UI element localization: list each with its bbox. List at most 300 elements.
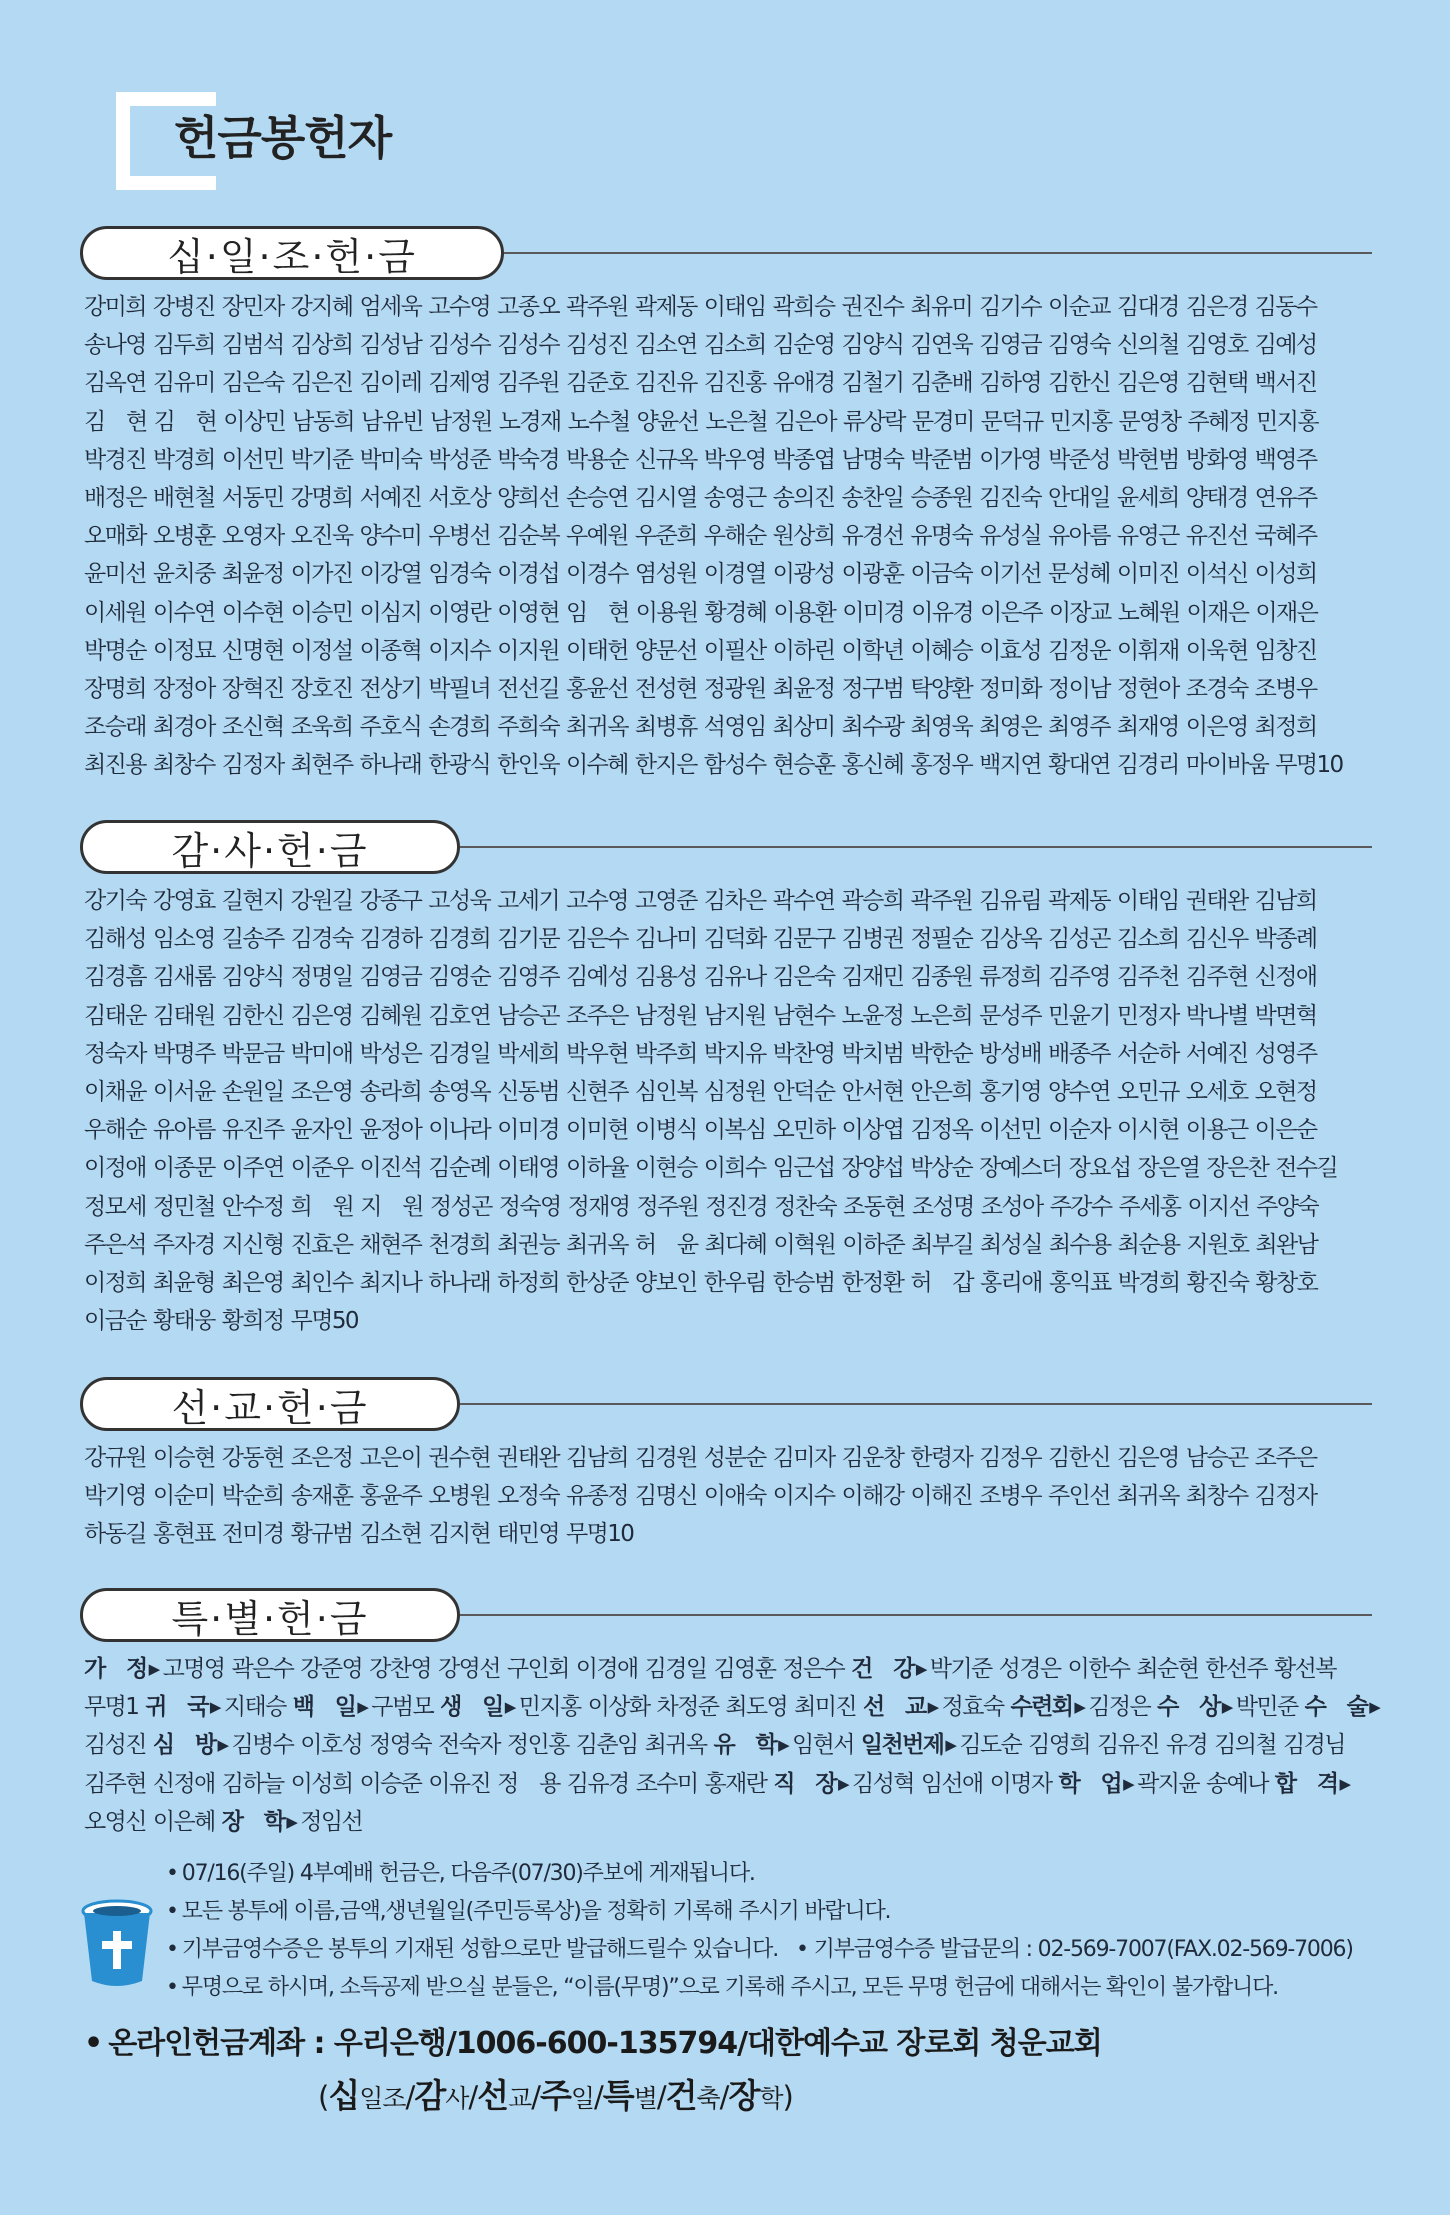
donor-name: 최병휴 bbox=[634, 714, 697, 741]
donor-name: 전수길 bbox=[1275, 1155, 1338, 1182]
donor-name: 강규원 bbox=[84, 1445, 146, 1471]
donor-name: 최현주 bbox=[290, 752, 353, 779]
donor-name: 이지수 bbox=[772, 1483, 835, 1510]
donor-name: 김기수 bbox=[979, 294, 1042, 320]
donor-name: 우병선 bbox=[428, 523, 491, 550]
donor-name: 이은순 bbox=[1254, 1117, 1317, 1144]
donor-name: 강원길 bbox=[290, 888, 353, 914]
donor-name: 지원호 bbox=[1186, 1231, 1249, 1258]
donor-name: 김은숙 bbox=[221, 370, 284, 397]
donor-name: 장양섭 bbox=[841, 1155, 904, 1182]
donor-name: 이혁원 bbox=[773, 1231, 836, 1258]
donor-name: 황창호 bbox=[1255, 1270, 1318, 1297]
donor-name: 윤자인 bbox=[290, 1117, 353, 1144]
donor-name: 이가영 bbox=[979, 446, 1042, 473]
donor-name: 이미진 bbox=[1116, 561, 1179, 588]
donor-name: 정명일 bbox=[290, 964, 353, 991]
donor-name: 정임선 bbox=[300, 1808, 363, 1835]
donor-name: 강지혜 bbox=[290, 294, 353, 320]
donor-name: 이금순 bbox=[84, 1308, 146, 1335]
donor-name: 이종문 bbox=[152, 1155, 215, 1182]
donor-name: 최귀옥 bbox=[1116, 1483, 1179, 1510]
donor-name: 문성주 bbox=[979, 1002, 1042, 1029]
donor-name: 김은영 bbox=[1116, 1445, 1179, 1471]
donor-name: 이유진 bbox=[428, 1770, 491, 1797]
section-label-pill bbox=[80, 1588, 460, 1642]
donor-name: 이경열 bbox=[703, 561, 766, 588]
donor-name: 남동희 bbox=[292, 408, 354, 435]
donor-name: 노은철 bbox=[705, 408, 768, 435]
donor-name: 이병식 bbox=[634, 1117, 697, 1144]
donor-name: 김성진 bbox=[566, 332, 628, 359]
donor-name: 고수영 bbox=[428, 294, 491, 320]
donor-name: 연유주 bbox=[1254, 485, 1317, 512]
donor-name: 최유미 bbox=[910, 294, 973, 320]
name-list bbox=[84, 882, 1384, 1340]
donor-name: 홍현표 bbox=[152, 1521, 215, 1548]
donor-name: 김진숙 bbox=[979, 485, 1042, 512]
donor-name: 김한신 bbox=[221, 1002, 284, 1029]
donor-name: 최순현 bbox=[1136, 1656, 1199, 1682]
donor-name: 송영옥 bbox=[428, 1079, 491, 1106]
donor-name: 박세희 bbox=[497, 1040, 560, 1067]
donor-name: 이용근 bbox=[1185, 1117, 1248, 1144]
fund-rest: 축 bbox=[696, 2084, 720, 2113]
donor-name: 우해순 bbox=[84, 1117, 146, 1144]
donor-name: 송재훈 bbox=[290, 1483, 353, 1510]
receipt-contact: • 기부금영수증 발급문의 : 02-569-7007(FAX.02-569-7006) bbox=[796, 1937, 1353, 1962]
fund-initial: 건 bbox=[665, 2076, 697, 2115]
donor-name: 장예스더 bbox=[979, 1155, 1062, 1182]
donor-name: 김준호 bbox=[566, 370, 628, 397]
donor-name: 이태임 bbox=[703, 294, 766, 320]
donor-name: 이태헌 bbox=[566, 637, 628, 664]
donor-name: 김경하 bbox=[359, 926, 422, 953]
donor-name: 길송주 bbox=[221, 926, 284, 953]
donor-name: 송찬일 bbox=[841, 485, 904, 512]
donor-name: 정이남 bbox=[1048, 676, 1110, 703]
donor-name: 박우영 bbox=[703, 446, 766, 473]
donor-name: 탁양환 bbox=[910, 676, 973, 703]
donor-name: 전숙자 bbox=[438, 1732, 500, 1759]
donor-name: 이하준 bbox=[842, 1231, 905, 1258]
donor-name: 이영란 bbox=[428, 599, 491, 626]
donor-name: 김은수 bbox=[566, 926, 628, 953]
donor-name: 강동현 bbox=[221, 1445, 284, 1471]
donor-name: 손경희 bbox=[428, 714, 491, 741]
donor-name: 홍신혜 bbox=[841, 752, 904, 779]
donor-name: 김혜원 bbox=[359, 1002, 422, 1029]
donor-name: 마이바움 bbox=[1185, 752, 1269, 779]
donor-name: 양수미 bbox=[359, 523, 422, 550]
donor-name: 신정애 bbox=[1254, 964, 1317, 991]
donor-name: 방성배 bbox=[979, 1040, 1042, 1067]
donor-name: 유영근 bbox=[1116, 523, 1179, 550]
donor-name: 이용원 bbox=[635, 599, 698, 626]
donor-name: 김예성 bbox=[566, 964, 628, 991]
donor-name: 최영은 bbox=[979, 714, 1042, 741]
fund-initial: 주 bbox=[539, 2076, 571, 2115]
donor-name: 정필순 bbox=[910, 926, 973, 953]
fund-rest: 일 bbox=[570, 2084, 595, 2113]
donor-name: 정숙자 bbox=[84, 1040, 146, 1067]
donor-name: 조경숙 bbox=[1185, 676, 1248, 703]
donor-name: 최은영 bbox=[221, 1270, 284, 1297]
donor-name: 조성명 bbox=[911, 1193, 974, 1220]
section-divider-line bbox=[460, 846, 1372, 848]
donor-name: 곽수연 bbox=[772, 888, 835, 914]
donor-name: 송의진 bbox=[772, 485, 835, 512]
donor-name: 성분순 bbox=[703, 1445, 766, 1471]
offering-category: 백 일 ▶ bbox=[293, 1688, 368, 1726]
donor-name: 유성실 bbox=[979, 523, 1042, 550]
donor-name: 이순미 bbox=[152, 1483, 215, 1510]
donor-name: 박나별 bbox=[1185, 1002, 1248, 1029]
donor-name: 최성실 bbox=[979, 1231, 1042, 1258]
donor-name: 이희수 bbox=[703, 1155, 766, 1182]
donor-name: 남현수 bbox=[772, 1002, 835, 1029]
donor-name: 이순교 bbox=[1048, 294, 1110, 320]
donor-name: 노수철 bbox=[567, 408, 630, 435]
donor-name: 박기준 bbox=[290, 446, 353, 473]
donor-name: 임선애 bbox=[920, 1770, 983, 1797]
donor-name: 안대일 bbox=[1048, 485, 1110, 512]
donor-name: 곽주원 bbox=[910, 888, 973, 914]
donor-name: 신명현 bbox=[221, 637, 284, 664]
donor-name: 최경아 bbox=[152, 714, 215, 741]
donor-name: 오세호 bbox=[1185, 1079, 1248, 1106]
donor-name: 박경희 bbox=[1117, 1270, 1180, 1297]
donor-name: 이영현 bbox=[497, 599, 560, 626]
donor-name: 김진유 bbox=[634, 370, 697, 397]
donor-name: 정성곤 bbox=[429, 1193, 492, 1220]
donor-name: 승종원 bbox=[910, 485, 973, 512]
donor-name: 이용환 bbox=[773, 599, 836, 626]
donor-name: 홍윤선 bbox=[566, 676, 628, 703]
donor-name: 이준우 bbox=[290, 1155, 353, 1182]
donor-name: 최영주 bbox=[1048, 714, 1110, 741]
donor-name: 서호상 bbox=[428, 485, 491, 512]
donor-name: 오현정 bbox=[1254, 1079, 1317, 1106]
donor-name: 채현주 bbox=[359, 1231, 422, 1258]
donor-name: 김시열 bbox=[634, 485, 697, 512]
donor-name: 김하늘 bbox=[221, 1770, 284, 1797]
donor-name: 주호식 bbox=[359, 714, 422, 741]
donor-name: 오매화 bbox=[84, 523, 146, 550]
donor-name: 최완남 bbox=[1255, 1231, 1318, 1258]
donor-name: 곽지윤 bbox=[1137, 1770, 1199, 1797]
donor-name: 손승연 bbox=[566, 485, 628, 512]
donor-name: 주희숙 bbox=[497, 714, 560, 741]
donor-name: 박기영 bbox=[84, 1483, 146, 1510]
donor-name: 이가진 bbox=[290, 561, 353, 588]
donor-name: 조병우 bbox=[979, 1483, 1042, 1510]
donor-name: 강영선 bbox=[438, 1656, 500, 1682]
offering-category: 유 학 ▶ bbox=[713, 1726, 788, 1764]
donor-name: 강미희 bbox=[84, 294, 146, 320]
donor-name: 남정원 bbox=[429, 408, 492, 435]
donor-name: 김하영 bbox=[979, 370, 1042, 397]
donor-name: 성경은 bbox=[998, 1656, 1061, 1682]
donor-name: 전성현 bbox=[634, 676, 697, 703]
donor-name: 곽주원 bbox=[566, 294, 628, 320]
fund-initial: 장 bbox=[728, 2076, 760, 2115]
donor-name: 이선민 bbox=[979, 1117, 1042, 1144]
donor-name: 오진욱 bbox=[290, 523, 353, 550]
notice-lines bbox=[166, 1855, 1436, 2007]
donor-name: 성영주 bbox=[1254, 1040, 1317, 1067]
donor-name: 백지연 bbox=[979, 752, 1042, 779]
donor-name: 박지유 bbox=[703, 1040, 766, 1067]
donor-name: 이하린 bbox=[772, 637, 835, 664]
donor-name: 김재민 bbox=[841, 964, 904, 991]
donor-name: 곽제동 bbox=[1048, 888, 1110, 914]
donor-name: 최권능 bbox=[497, 1231, 560, 1258]
donor-name: 이하율 bbox=[566, 1155, 628, 1182]
donor-name: 이재은 bbox=[1255, 599, 1318, 626]
donor-name: 김도순 bbox=[959, 1732, 1022, 1759]
donor-name: 김용성 bbox=[634, 964, 697, 991]
donor-name: 박종엽 bbox=[772, 446, 835, 473]
donor-name: 허 윤 bbox=[634, 1231, 698, 1258]
donor-name: 임창진 bbox=[1254, 637, 1317, 664]
donor-name: 최창수 bbox=[1185, 1483, 1248, 1510]
donor-name: 김운창 bbox=[841, 1445, 904, 1471]
donor-name: 한지은 bbox=[634, 752, 697, 779]
donor-name: 박주희 bbox=[634, 1040, 697, 1067]
donor-name: 박면혁 bbox=[1254, 1002, 1317, 1029]
donor-name: 박미애 bbox=[290, 1040, 353, 1067]
tithe-section bbox=[0, 226, 1450, 785]
donor-name: 배종주 bbox=[1048, 1040, 1110, 1067]
donor-name: 장은열 bbox=[1137, 1155, 1200, 1182]
donor-name: 송라희 bbox=[359, 1079, 422, 1106]
donor-name: 최수광 bbox=[841, 714, 904, 741]
donor-name: 심인복 bbox=[634, 1079, 697, 1106]
donor-name: 양문선 bbox=[634, 637, 697, 664]
donor-name: 정모세 bbox=[84, 1193, 146, 1220]
notice-line: • 07/16(주일) 4부예배 헌금은, 다음주(07/30)주보에 게재됩니다. bbox=[166, 1855, 1436, 1893]
section-divider-line bbox=[504, 252, 1372, 254]
donor-name: 김이레 bbox=[359, 370, 422, 397]
donor-name: 김소연 bbox=[634, 332, 697, 359]
donor-name: 박경진 bbox=[84, 446, 146, 473]
fund-rest: 학 bbox=[759, 2084, 783, 2113]
section-header bbox=[0, 226, 1450, 282]
donor-name: 김경흠 bbox=[84, 964, 146, 991]
donor-name: 김예성 bbox=[1254, 332, 1317, 359]
donor-name: 최수용 bbox=[1048, 1231, 1111, 1258]
donor-name: 양희선 bbox=[497, 485, 560, 512]
donor-name: 이정애 bbox=[84, 1155, 146, 1182]
donor-name: 조은영 bbox=[290, 1079, 353, 1106]
donor-name: 정효숙 bbox=[941, 1694, 1004, 1721]
donor-name: 양윤선 bbox=[636, 408, 699, 435]
donor-name: 문덕규 bbox=[980, 408, 1043, 435]
donor-name: 강병진 bbox=[152, 294, 215, 320]
donor-name: 최상미 bbox=[772, 714, 835, 741]
donor-name: 김태원 bbox=[152, 1002, 215, 1029]
donor-name: 장민자 bbox=[221, 294, 284, 320]
donor-name: 장요섭 bbox=[1068, 1155, 1131, 1182]
donor-name: 박성준 bbox=[428, 446, 491, 473]
donor-name: 이성희 bbox=[290, 1770, 353, 1797]
donor-name: 김양식 bbox=[841, 332, 904, 359]
donor-name: 양보인 bbox=[634, 1270, 697, 1297]
donor-name: 신규옥 bbox=[634, 446, 697, 473]
donor-name: 최윤정 bbox=[221, 561, 284, 588]
donor-name: 윤치중 bbox=[152, 561, 215, 588]
donor-name: 김성남 bbox=[359, 332, 422, 359]
donor-name: 홍정우 bbox=[910, 752, 973, 779]
donor-name: 이정설 bbox=[290, 637, 353, 664]
section-header bbox=[0, 820, 1450, 876]
donor-name: 주은석 bbox=[84, 1231, 146, 1258]
donor-name: 남명숙 bbox=[841, 446, 904, 473]
donor-name: 최영욱 bbox=[910, 714, 973, 741]
donor-name: 김제영 bbox=[428, 370, 491, 397]
offering-category: 수 술 ▶ bbox=[1305, 1688, 1380, 1726]
donor-name: 한인욱 bbox=[497, 752, 560, 779]
donor-name: 김주현 bbox=[84, 1770, 146, 1797]
donor-name: 심정원 bbox=[703, 1079, 766, 1106]
donor-name: 유아름 bbox=[1048, 523, 1110, 550]
offering-category: 학 업 ▶ bbox=[1059, 1765, 1134, 1803]
donor-name: 김성수 bbox=[428, 332, 491, 359]
donor-name: 노혜원 bbox=[1117, 599, 1180, 626]
donor-name: 강영효 bbox=[152, 888, 215, 914]
notice-line bbox=[166, 1931, 1436, 1969]
donor-name: 원상희 bbox=[772, 523, 835, 550]
donor-name: 임현서 bbox=[792, 1732, 854, 1759]
donor-name: 최윤형 bbox=[152, 1270, 215, 1297]
donor-name: 박용순 bbox=[566, 446, 628, 473]
donor-name: 문경미 bbox=[911, 408, 974, 435]
donor-name: 김주천 bbox=[1116, 964, 1179, 991]
name-list bbox=[84, 1439, 1384, 1554]
donor-name: 김춘배 bbox=[910, 370, 973, 397]
donor-name: 하정희 bbox=[497, 1270, 560, 1297]
donor-name: 조수미 bbox=[635, 1770, 698, 1797]
donor-name: 김양식 bbox=[221, 964, 284, 991]
donor-name: 김경일 bbox=[428, 1040, 491, 1067]
donor-name: 김유미 bbox=[152, 370, 215, 397]
donor-name: 김병권 bbox=[841, 926, 904, 953]
donor-name: 김문구 bbox=[772, 926, 835, 953]
offering-category: 가 정 ▶ bbox=[84, 1650, 159, 1688]
donor-name: 이학년 bbox=[841, 637, 904, 664]
donor-name: 김해성 bbox=[84, 926, 146, 953]
donor-name: 고세기 bbox=[497, 888, 560, 914]
donor-name: 김영훈 bbox=[713, 1656, 776, 1682]
donor-name: 한령자 bbox=[910, 1445, 973, 1471]
donor-name: 이승민 bbox=[290, 599, 353, 626]
donor-name: 오정숙 bbox=[497, 1483, 560, 1510]
donor-name: 정민철 bbox=[152, 1193, 215, 1220]
donor-name: 배현철 bbox=[152, 485, 215, 512]
donor-name: 박미숙 bbox=[359, 446, 422, 473]
donor-name: 정미화 bbox=[979, 676, 1042, 703]
donor-name: 최지나 bbox=[359, 1270, 422, 1297]
fund-initial: 선 bbox=[477, 2076, 509, 2115]
donor-name: 김주영 bbox=[1048, 964, 1110, 991]
donor-name: 남승곤 bbox=[497, 1002, 560, 1029]
donor-name: 김은아 bbox=[774, 408, 837, 435]
donor-name: 한광식 bbox=[428, 752, 491, 779]
donor-name: 최다혜 bbox=[704, 1231, 767, 1258]
donor-name: 이정묘 bbox=[152, 637, 215, 664]
donor-name: 양태경 bbox=[1185, 485, 1248, 512]
donor-name: 김정은 bbox=[1088, 1694, 1151, 1721]
donor-name: 남유빈 bbox=[361, 408, 423, 435]
donor-name: 박찬영 bbox=[772, 1040, 835, 1067]
donor-name: 이필산 bbox=[703, 637, 766, 664]
donor-name: 노경재 bbox=[498, 408, 561, 435]
donor-name: 김은경 bbox=[1185, 294, 1248, 320]
donor-name: 김은영 bbox=[290, 1002, 353, 1029]
section-label-pill bbox=[80, 1377, 460, 1431]
special-offering-list bbox=[84, 1650, 1384, 1841]
donor-name: 이서윤 bbox=[152, 1079, 215, 1106]
offering-category: 건 강 ▶ bbox=[851, 1650, 926, 1688]
donor-name: 고영준 bbox=[634, 888, 697, 914]
donor-name: 민윤기 bbox=[1048, 1002, 1110, 1029]
donor-name: 조동현 bbox=[843, 1193, 905, 1220]
donor-name: 전미경 bbox=[221, 1521, 284, 1548]
donor-name: 이수혜 bbox=[566, 752, 628, 779]
donor-name: 김경원 bbox=[634, 1445, 697, 1471]
donor-name: 이호성 bbox=[300, 1732, 363, 1759]
donor-name: 정은수 bbox=[782, 1656, 845, 1682]
offering-category: 일천번제 ▶ bbox=[861, 1726, 955, 1764]
offering-category: 수 상 ▶ bbox=[1157, 1688, 1232, 1726]
donor-name: 서동민 bbox=[221, 485, 284, 512]
donor-name: 이경수 bbox=[566, 561, 628, 588]
donor-name: 조주은 bbox=[566, 1002, 628, 1029]
donor-name: 홍기영 bbox=[979, 1079, 1042, 1106]
donor-name: 박한순 bbox=[910, 1040, 973, 1067]
donor-name: 강기숙 bbox=[84, 888, 146, 914]
donor-name: 서예진 bbox=[1185, 1040, 1248, 1067]
donor-name: 송예나 bbox=[1205, 1770, 1268, 1797]
donor-name: 곽승희 bbox=[841, 888, 904, 914]
donor-name: 김영희 bbox=[1028, 1732, 1091, 1759]
donor-name: 이상화 bbox=[587, 1694, 650, 1721]
donor-name: 임근섭 bbox=[772, 1155, 835, 1182]
offering-category: 귀 국 ▶ bbox=[145, 1688, 220, 1726]
donor-name: 강종구 bbox=[359, 888, 422, 914]
donor-name: 임소영 bbox=[152, 926, 215, 953]
donor-name: 남승곤 bbox=[1185, 1445, 1248, 1471]
donor-name: 박순희 bbox=[221, 1483, 284, 1510]
donor-name: 김유림 bbox=[979, 888, 1042, 914]
donor-name: 김새롬 bbox=[152, 964, 215, 991]
donor-name: 박준성 bbox=[1048, 446, 1110, 473]
donor-name: 최인수 bbox=[290, 1270, 353, 1297]
donor-name: 김대경 bbox=[1116, 294, 1179, 320]
donor-name: 엄세욱 bbox=[359, 294, 422, 320]
donor-name: 정주원 bbox=[636, 1193, 699, 1220]
donor-name: 김경리 bbox=[1116, 752, 1179, 779]
donor-name: 김영주 bbox=[497, 964, 560, 991]
donor-name: 함성수 bbox=[703, 752, 766, 779]
donor-name: 남지원 bbox=[703, 1002, 766, 1029]
donor-name: 김유경 bbox=[566, 1770, 629, 1797]
donor-name: 김주원 bbox=[497, 370, 560, 397]
donor-name: 김춘임 bbox=[575, 1732, 638, 1759]
donor-name: 유경선 bbox=[841, 523, 904, 550]
donor-name: 임 현 bbox=[566, 599, 629, 626]
